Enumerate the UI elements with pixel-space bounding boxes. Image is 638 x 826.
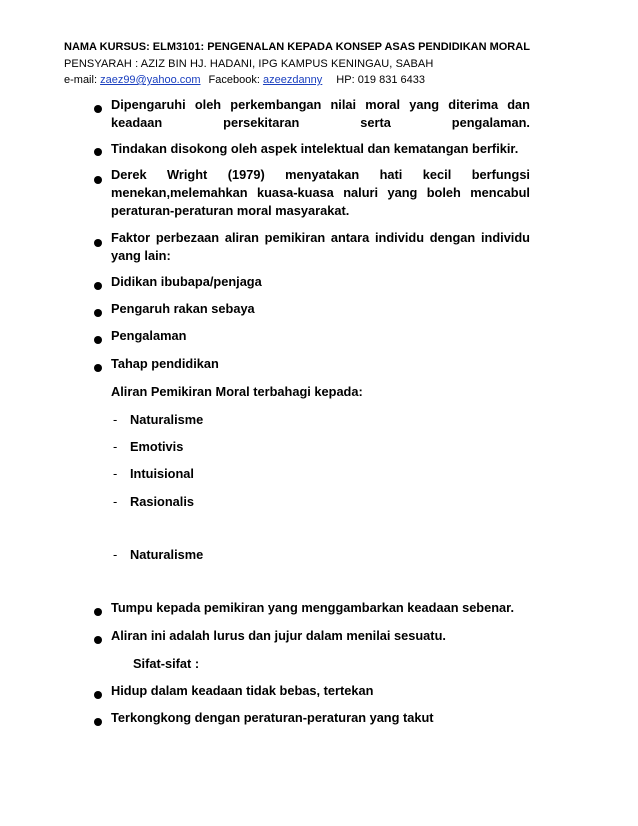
phone-number: HP: 019 831 6433 — [336, 74, 425, 86]
dash-marker: - — [113, 439, 118, 454]
facebook-label: Facebook: — [208, 74, 260, 86]
dash-marker: - — [113, 547, 118, 562]
dash-marker: - — [113, 494, 118, 509]
dash-item: Intuisional — [130, 466, 194, 481]
course-title: NAMA KURSUS: ELM3101: PENGENALAN KEPADA KONSEP ASAS PENDIDIKAN MORAL — [64, 41, 530, 53]
list-item: Derek Wright (1979) menyatakan hati kecil berfungsi menekan,melemahkan kuasa-kuasa naluri yang boleh mencabul peraturan-peraturan moral masyarakat. — [111, 167, 530, 218]
bullet-icon — [94, 718, 102, 726]
bullet-icon — [94, 608, 102, 616]
dash-item: Naturalisme — [130, 547, 204, 562]
contact-line — [64, 73, 425, 87]
bullet-icon — [94, 105, 102, 113]
dash-item: Rasionalis — [130, 494, 195, 509]
list-item: Pengaruh rakan sebaya — [111, 301, 255, 316]
facebook-link[interactable]: azeezdanny — [262, 74, 323, 86]
section-heading: Aliran Pemikiran Moral terbahagi kepada: — [111, 384, 363, 399]
bullet-icon — [94, 309, 102, 317]
list-item: Terkongkong dengan peraturan-peraturan yang takut — [111, 710, 434, 725]
bullet-icon — [94, 239, 102, 247]
list-item: Didikan ibubapa/penjaga — [111, 274, 262, 289]
email-link[interactable]: zaez99@yahoo.com — [100, 74, 201, 86]
list-item: Tahap pendidikan — [111, 356, 219, 371]
bullet-icon — [94, 282, 102, 290]
list-item: Dipengaruhi oleh perkembangan nilai moral yang diterima dan keadaan persekitaran serta pengalaman. — [111, 97, 530, 130]
list-item: Aliran ini adalah lurus dan jujur dalam menilai sesuatu. — [111, 628, 446, 643]
list-item: Hidup dalam keadaan tidak bebas, tertekan — [111, 683, 374, 698]
dash-item: Emotivis — [130, 439, 184, 454]
dash-item: Naturalisme — [130, 412, 204, 427]
list-item: Tumpu kepada pemikiran yang menggambarkan keadaan sebenar. — [111, 600, 515, 615]
dash-marker: - — [113, 412, 118, 427]
lecturer-line: PENSYARAH : AZIZ BIN HJ. HADANI, IPG KAMPUS KENINGAU, SABAH — [64, 58, 434, 70]
bullet-icon — [94, 364, 102, 372]
bullet-icon — [94, 336, 102, 344]
bullet-icon — [94, 691, 102, 699]
dash-marker: - — [113, 466, 118, 481]
email-label: e-mail: — [64, 74, 98, 86]
list-item: Faktor perbezaan aliran pemikiran antara individu dengan individu yang lain: — [111, 230, 530, 263]
list-item: Pengalaman — [111, 328, 187, 343]
bullet-icon — [94, 636, 102, 644]
bullet-icon — [94, 176, 102, 184]
bullet-icon — [94, 148, 102, 156]
list-item: Tindakan disokong oleh aspek intelektual dan kematangan berfikir. — [111, 141, 519, 156]
section-heading: Sifat-sifat : — [133, 656, 200, 671]
